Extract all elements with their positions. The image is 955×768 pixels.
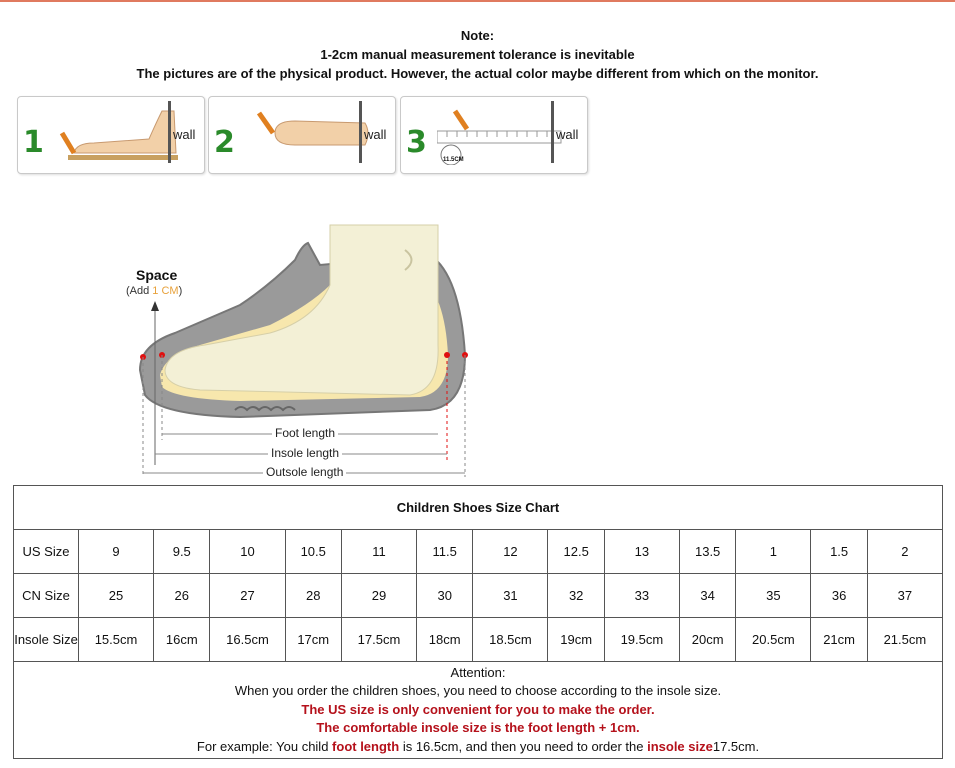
space-add-label [126, 285, 182, 297]
chart-title: Children Shoes Size Chart [14, 486, 943, 530]
outsole-length-label: Outsole length [263, 465, 346, 479]
size-cell: 13 [604, 530, 679, 574]
attention-line-us-size: The US size is only convenient for you to make the order. [301, 701, 655, 717]
size-cell: 16.5cm [210, 618, 285, 662]
chart-title-row [14, 486, 943, 530]
wall-label: wall [556, 127, 579, 142]
size-cell: 17cm [285, 618, 341, 662]
size-cell: 11 [341, 530, 416, 574]
row-header: Insole Size [14, 618, 79, 662]
note-block [0, 26, 955, 83]
step-1-panel [17, 96, 205, 174]
ruler-reading: 11.5CM [443, 157, 464, 163]
size-cell: 10.5 [285, 530, 341, 574]
row-header: US Size [14, 530, 79, 574]
us-size-row [14, 530, 943, 574]
foot-length-label: Foot length [272, 426, 338, 440]
note-line-color: The pictures are of the physical product. However, the actual color maybe different from which on the monitor. [136, 66, 819, 81]
ruler-icon [437, 103, 562, 165]
step-number: 1 [23, 125, 44, 160]
size-cell: 30 [417, 574, 473, 618]
wall-bar [168, 101, 171, 163]
size-cell: 9.5 [154, 530, 210, 574]
size-cell: 21.5cm [867, 618, 942, 662]
size-cell: 26 [154, 574, 210, 618]
size-cell: 25 [79, 574, 154, 618]
cn-size-row [14, 574, 943, 618]
wall-label: wall [173, 127, 196, 142]
foot-top-icon [245, 103, 370, 165]
top-divider [0, 0, 955, 2]
size-cell: 20cm [679, 618, 735, 662]
example-part: For example: You child [196, 738, 333, 754]
size-cell: 9 [79, 530, 154, 574]
size-cell: 34 [679, 574, 735, 618]
size-cell: 37 [867, 574, 942, 618]
size-cell: 19.5cm [604, 618, 679, 662]
attention-line-comfort: The comfortable insole size is the foot length + 1cm. [316, 720, 640, 736]
size-cell: 31 [473, 574, 548, 618]
size-cell: 12.5 [548, 530, 604, 574]
step-2-panel [208, 96, 396, 174]
size-cell: 35 [736, 574, 811, 618]
attention-heading: Attention: [450, 664, 506, 680]
wall-label: wall [364, 127, 387, 142]
example-insole-size: insole size [647, 738, 713, 754]
size-cell: 1 [736, 530, 811, 574]
size-cell: 10 [210, 530, 285, 574]
insole-length-label: Insole length [268, 446, 342, 460]
wall-bar [551, 101, 554, 163]
attention-row [14, 662, 943, 759]
size-cell: 27 [210, 574, 285, 618]
size-cell: 2 [867, 530, 942, 574]
size-cell: 29 [341, 574, 416, 618]
size-cell: 12 [473, 530, 548, 574]
step-number: 2 [214, 125, 235, 160]
attention-line-insole: When you order the children shoes, you need to choose according to the insole size. [234, 683, 722, 699]
size-cell: 15.5cm [79, 618, 154, 662]
foot-side-icon [54, 103, 179, 165]
size-cell: 16cm [154, 618, 210, 662]
add-prefix: (Add [126, 285, 153, 297]
size-cell: 32 [548, 574, 604, 618]
size-cell: 21cm [811, 618, 867, 662]
wall-bar [359, 101, 362, 163]
step-3-panel [400, 96, 588, 174]
size-cell: 20.5cm [736, 618, 811, 662]
example-part: 17.5cm. [712, 738, 760, 754]
size-cell: 33 [604, 574, 679, 618]
size-cell: 13.5 [679, 530, 735, 574]
note-line-tolerance: 1-2cm manual measurement tolerance is inevitable [320, 47, 635, 62]
note-title: Note: [460, 28, 495, 43]
attention-cell [14, 662, 943, 759]
add-suffix: ) [178, 285, 183, 297]
size-cell: 28 [285, 574, 341, 618]
step-number: 3 [406, 125, 427, 160]
size-chart-table [13, 485, 943, 759]
size-cell: 11.5 [417, 530, 473, 574]
size-cell: 19cm [548, 618, 604, 662]
attention-example [14, 738, 942, 757]
example-foot-length: foot length [332, 738, 400, 754]
row-header: CN Size [14, 574, 79, 618]
space-label: Space [136, 267, 178, 283]
size-cell: 17.5cm [341, 618, 416, 662]
insole-size-row [14, 618, 943, 662]
shoe-measurement-diagram [120, 205, 500, 480]
example-part: is 16.5cm, and then you need to order the [399, 738, 648, 754]
add-value: 1 CM [152, 285, 179, 297]
size-cell: 1.5 [811, 530, 867, 574]
size-cell: 18.5cm [473, 618, 548, 662]
size-cell: 36 [811, 574, 867, 618]
size-cell: 18cm [417, 618, 473, 662]
